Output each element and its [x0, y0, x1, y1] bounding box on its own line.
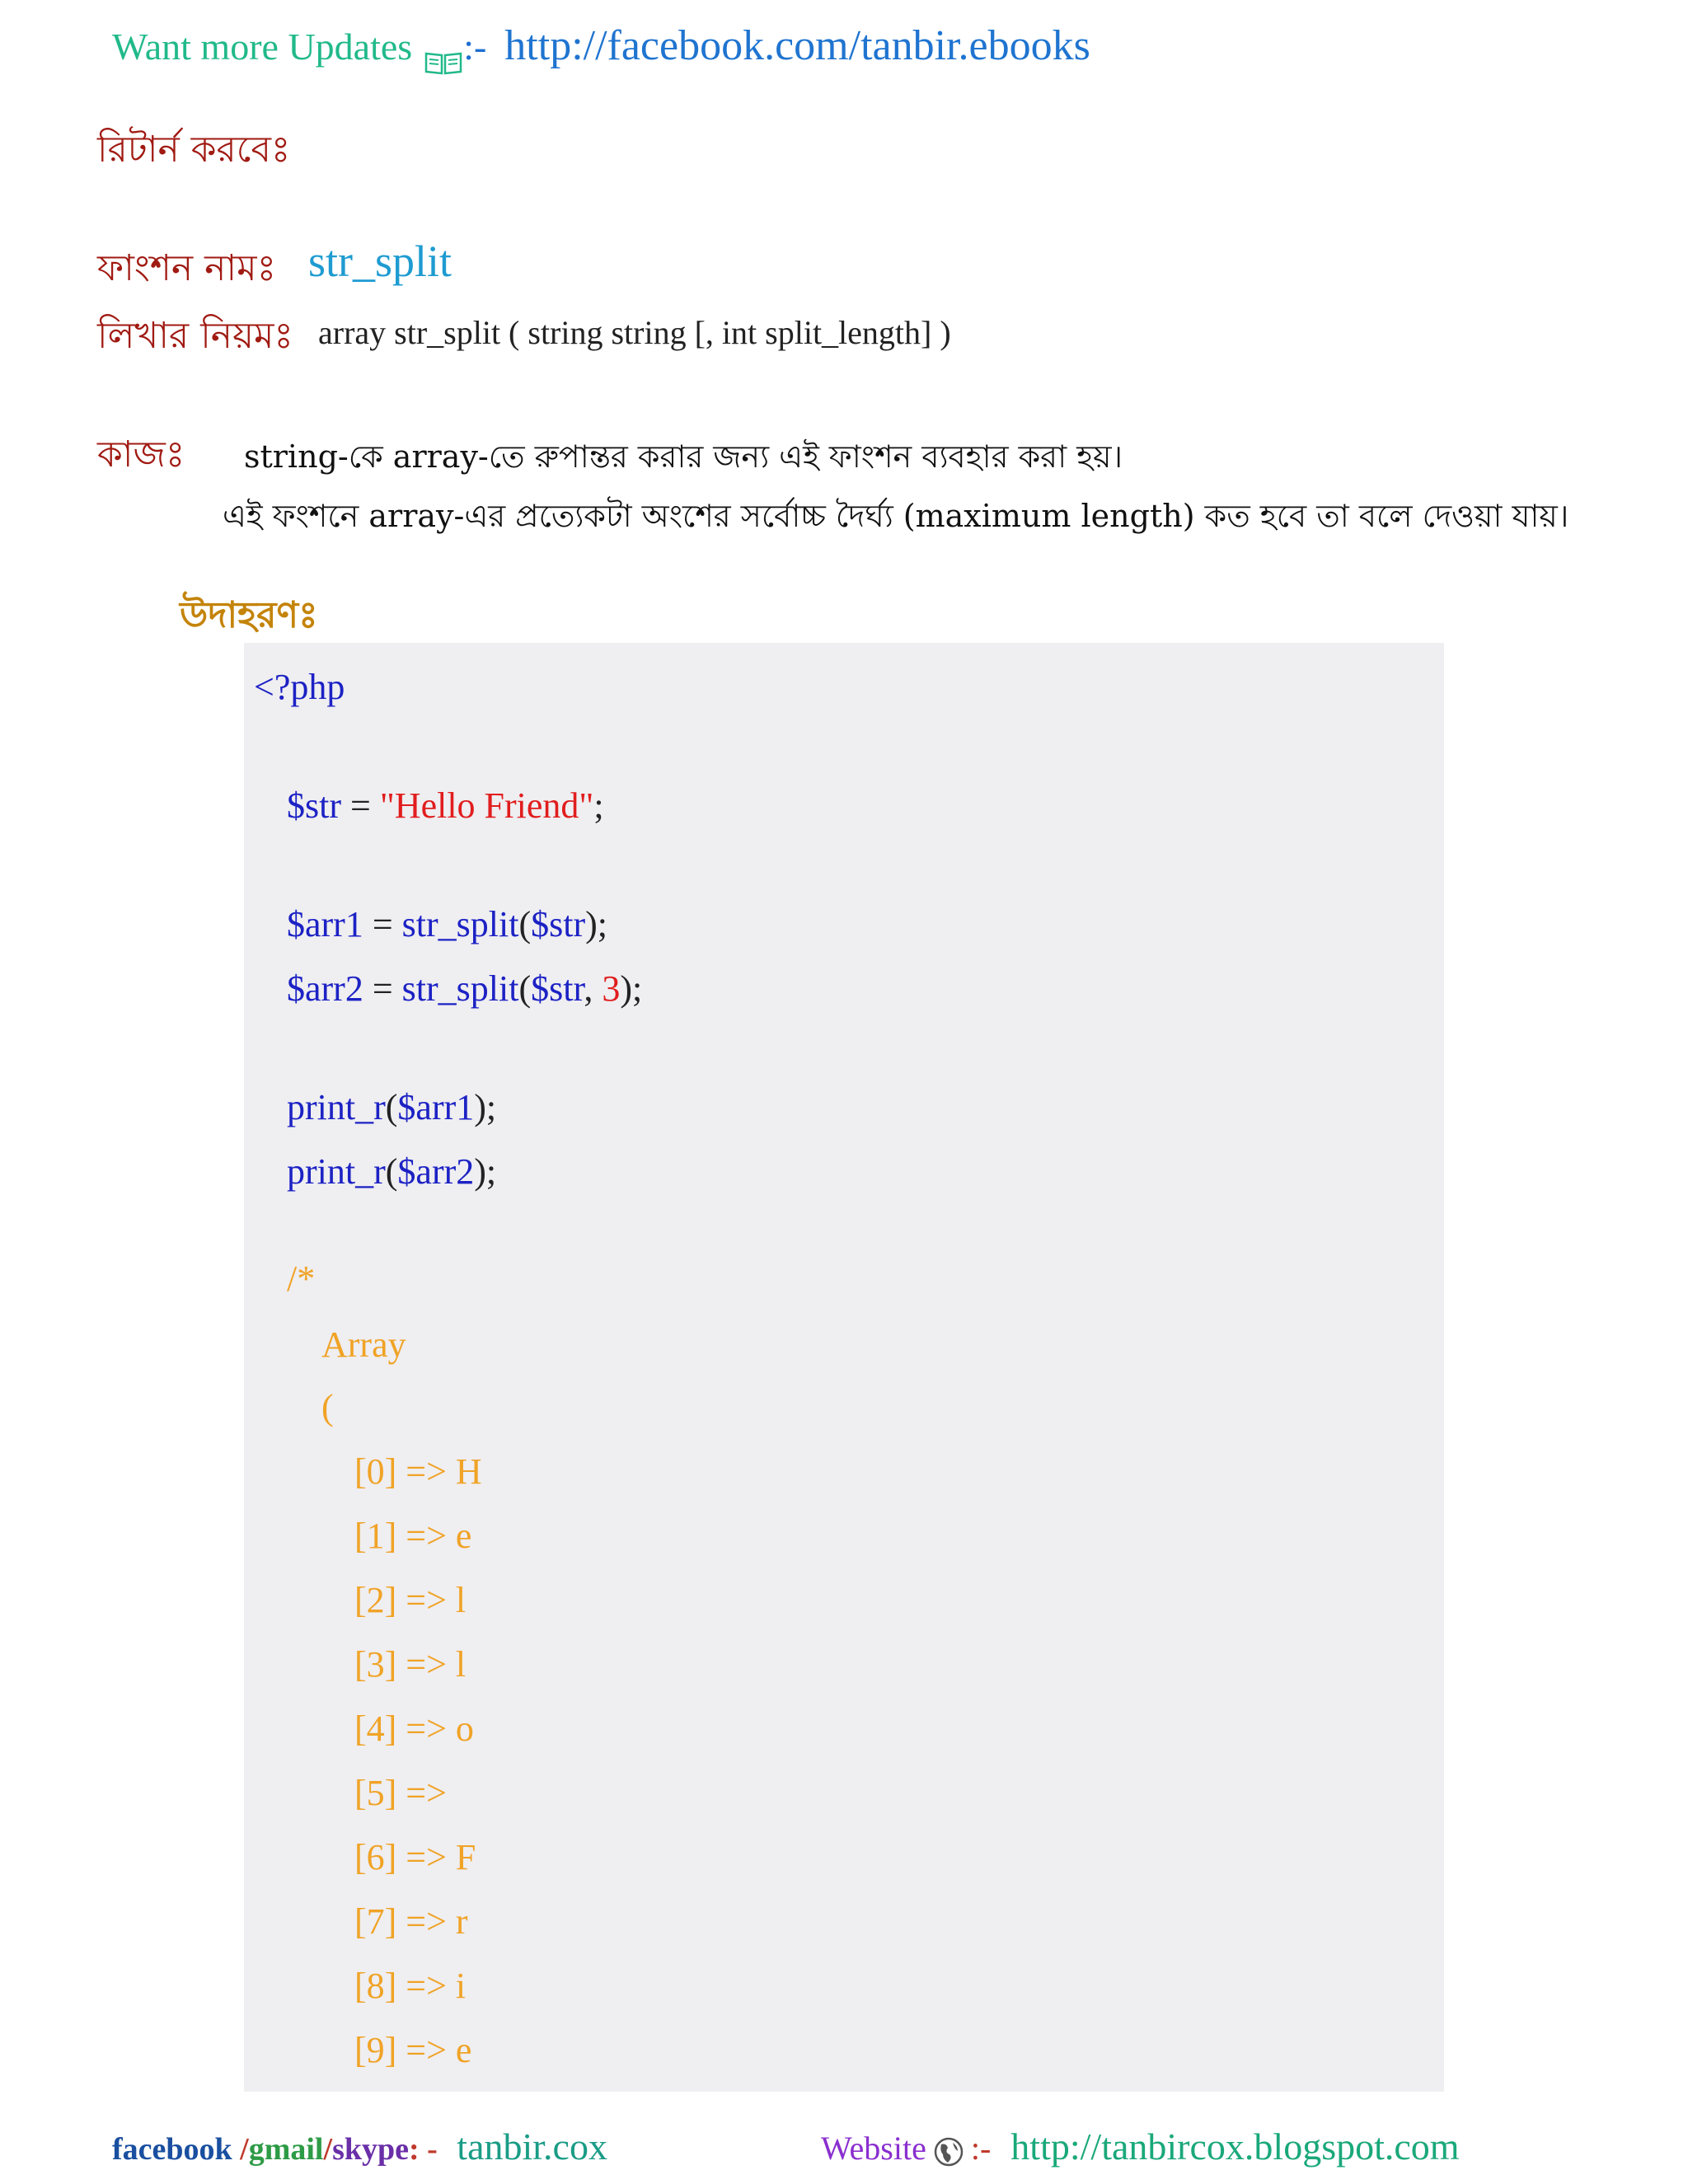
php-open-tag: <?php — [254, 667, 345, 707]
array-entry: [5] => — [354, 1773, 447, 1813]
website-link[interactable]: http://tanbircox.blogspot.com — [1010, 2125, 1460, 2168]
close-paren: ); — [474, 1151, 497, 1192]
str-argument: $str — [531, 904, 586, 944]
array-entry: [9] => e — [354, 2030, 472, 2070]
print-r-call: print_r — [287, 1087, 386, 1127]
str-variable: $str — [287, 785, 341, 826]
footer-gmail: gmail — [248, 2132, 324, 2167]
facebook-link[interactable]: http://facebook.com/tanbir.ebooks — [504, 22, 1090, 69]
array-entry: [0] => H — [354, 1451, 482, 1492]
globe-icon — [933, 2136, 964, 2168]
array-entry: [6] => F — [354, 1837, 476, 1877]
comma: , — [584, 968, 593, 1009]
open-paren: ( — [518, 968, 532, 1009]
print-r-call: print_r — [287, 1151, 386, 1192]
footer-slash: / — [240, 2132, 249, 2167]
close-paren: ); — [585, 904, 608, 944]
code-block — [244, 643, 1444, 2092]
return-label: রিটার্ন করবেঃ — [97, 129, 291, 171]
description-label: কাজঃ — [97, 434, 185, 476]
example-label: উদাহরণঃ — [180, 594, 318, 636]
array-entry: [7] => r — [354, 1901, 468, 1942]
code-line-arr1 — [287, 902, 607, 948]
function-name-label: ফাংশন নামঃ — [97, 247, 277, 289]
code-line-print-arr1 — [287, 1085, 496, 1131]
semicolon: ; — [593, 785, 604, 826]
syntax-label: লিখার নিয়মঃ — [97, 315, 293, 357]
syntax-text: array str_split ( string string [, int split_length] ) — [318, 314, 951, 351]
string-literal: "Hello Friend" — [379, 785, 594, 826]
array-entry: [3] => l — [354, 1644, 467, 1685]
comment-array-open: ( — [321, 1387, 334, 1427]
array-entry: [8] => i — [354, 1966, 467, 2006]
assign-operator: = — [372, 904, 393, 944]
str-argument: $str — [531, 968, 584, 1009]
book-icon — [424, 38, 463, 63]
footer-website-sep: :- — [970, 2130, 992, 2167]
comment-array-word: Array — [321, 1324, 406, 1365]
header-banner — [112, 21, 1090, 72]
description-line-1: string-কে array-তে রুপান্তর করার জন্য এই ফাংশন ব্যবহার করা হয়। — [244, 438, 1123, 475]
open-paren: ( — [518, 904, 532, 944]
code-line-print-arr2 — [287, 1149, 496, 1195]
array-entry: [1] => e — [354, 1516, 472, 1556]
str-split-call: str_split — [401, 904, 519, 944]
array-entry: [2] => l — [354, 1580, 467, 1620]
arr1-argument: $arr1 — [397, 1087, 475, 1127]
footer-slash: / — [323, 2132, 333, 2167]
open-paren: ( — [385, 1087, 398, 1127]
footer-website — [821, 2125, 1460, 2168]
code-line-str — [287, 783, 604, 829]
footer-contact — [112, 2125, 607, 2168]
assign-operator: = — [372, 968, 393, 1009]
footer-website-label: Website — [821, 2130, 926, 2167]
arr1-variable: $arr1 — [287, 904, 363, 944]
function-name: str_split — [308, 237, 452, 286]
open-paren: ( — [385, 1151, 398, 1192]
footer-skype: skype — [332, 2132, 409, 2167]
header-label: Want more Updates — [112, 26, 413, 68]
footer-handle: tanbir.cox — [457, 2125, 607, 2168]
code-line-php-open — [254, 664, 345, 710]
arr2-variable: $arr2 — [287, 968, 363, 1009]
split-length-arg: 3 — [602, 968, 621, 1009]
arr2-argument: $arr2 — [397, 1151, 475, 1192]
close-paren: ); — [474, 1087, 497, 1127]
description-line-2: এই ফংশনে array-এর প্রত্যেকটা অংশের সর্বোচ্চ দৈর্ঘ্য (maximum length) কত হবে তা বলে দেওয়া যায়। — [223, 498, 1569, 534]
header-separator: :- — [463, 26, 487, 68]
close-paren: ); — [620, 968, 643, 1009]
comment-open: /* — [287, 1258, 316, 1299]
array-entry: [4] => o — [354, 1708, 474, 1749]
str-split-call: str_split — [401, 968, 519, 1009]
assign-operator: = — [350, 785, 371, 826]
code-line-arr2 — [287, 966, 642, 1012]
footer-facebook: facebook — [112, 2132, 232, 2167]
footer-dash: : - — [408, 2132, 438, 2167]
